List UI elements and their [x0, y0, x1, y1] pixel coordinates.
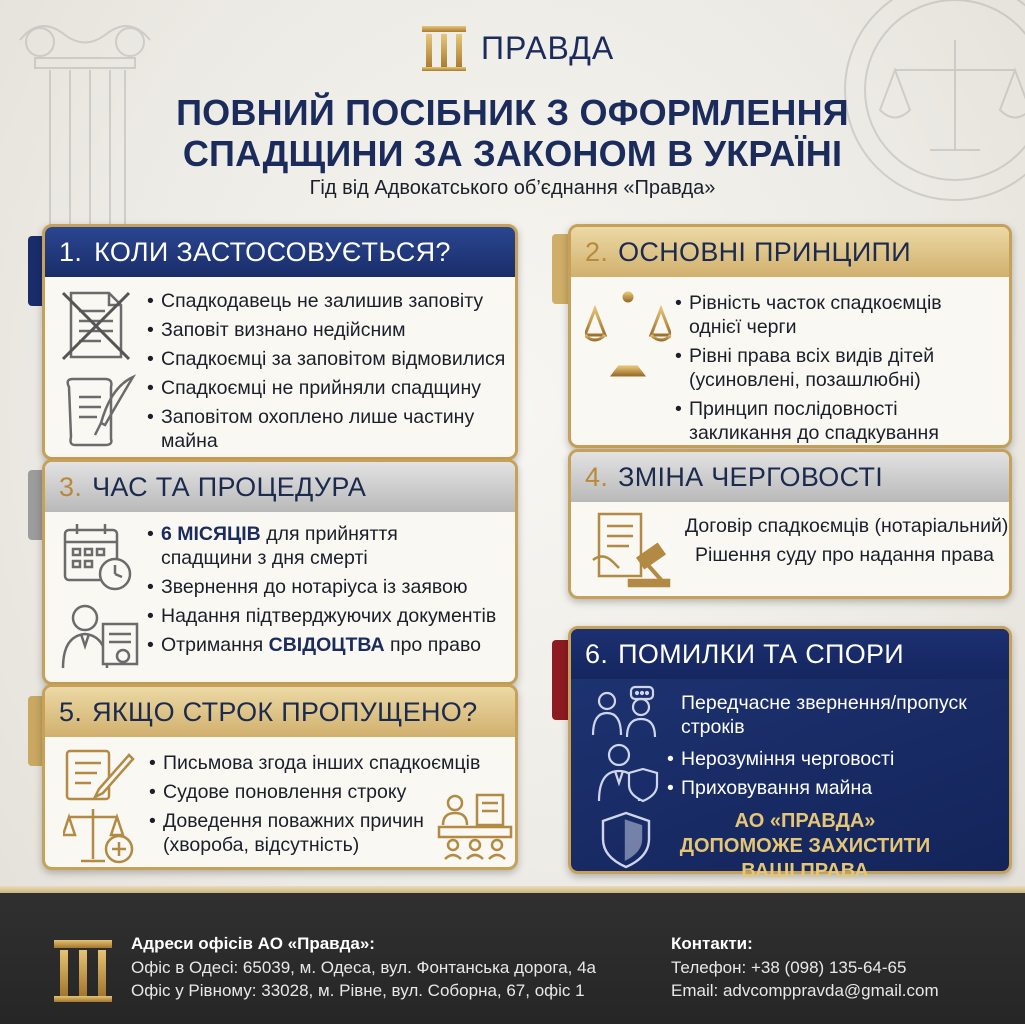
term-text: для прийняття спадщини з дня смерті — [161, 523, 398, 569]
pravda-footer-logo-icon — [52, 938, 114, 1004]
card-header — [45, 462, 515, 512]
card-items-list — [667, 691, 1007, 805]
list-item: Передчасне звернення/пропуск строків — [681, 692, 967, 738]
card-number: 1. — [59, 236, 83, 267]
card-number: 2. — [585, 236, 609, 267]
card-title: ЧАС ТА ПРОЦЕДУРА — [92, 471, 367, 502]
card-number: 3. — [59, 471, 83, 502]
shield-icon — [599, 809, 653, 869]
page-title-line2: СПАДЩИНИ ЗА ЗАКОНОМ В УКРАЇНІ — [182, 133, 843, 174]
footer-office-odesa: Офіс в Одесі: 65039, м. Одеса, вул. Фонтанська дорога, 4а — [131, 958, 597, 977]
page-title-line1: ПОВНИЙ ПОСІБНИК З ОФОРМЛЕННЯ — [176, 92, 849, 133]
document-pen-icon — [63, 747, 135, 803]
card-when-applies — [42, 224, 518, 460]
certificate-rest: про право — [384, 634, 481, 656]
footer-offices-title: Адреси офісів АО «Правда»: — [131, 934, 375, 953]
card-title: КОЛИ ЗАСТОСОВУЄТЬСЯ? — [94, 236, 451, 267]
card-title: ПОМИЛКИ ТА СПОРИ — [618, 638, 905, 669]
quill-scroll-icon — [61, 373, 139, 449]
list-item: • Доведення поважних причин (хвороба, відсутність) — [149, 809, 439, 857]
card-title: ЯКЩО СТРОК ПРОПУЩЕНО? — [92, 696, 478, 727]
list-item-term — [147, 522, 487, 570]
list-item: • Спадкоємці за заповітом відмовилися — [147, 347, 513, 371]
card-header — [571, 629, 1009, 679]
card-number: 6. — [585, 638, 609, 669]
courtroom-icon — [437, 791, 513, 861]
footer-office-rivne: Офіс у Рівному: 33028, м. Рівне, вул. Соборна, 67, офіс 1 — [131, 981, 585, 1000]
pravda-logo-icon — [419, 23, 469, 73]
certificate-pre: Отримання — [161, 634, 269, 656]
card-items-list — [147, 289, 513, 458]
people-dialog-icon — [589, 685, 665, 739]
card-missed-deadline — [42, 684, 518, 870]
crossed-document-icon — [61, 289, 131, 361]
calendar-clock-icon — [61, 522, 135, 592]
list-item: • Принцип послідовності закликання до спадкування — [675, 397, 975, 445]
list-item-certificate — [147, 633, 515, 657]
card-errors-disputes — [568, 626, 1012, 882]
list-item: • Заповітом охоплено лише частину майна — [147, 405, 477, 453]
card-main-principles — [568, 224, 1012, 448]
contract-gavel-icon — [589, 510, 673, 590]
card-number: 4. — [585, 461, 609, 492]
card-title: ОСНОВНІ ПРИНЦИПИ — [618, 236, 911, 267]
card-header — [571, 227, 1009, 277]
cta-text: АО «ПРАВДА» ДОПОМОЖЕ ЗАХИСТИТИ ВАШІ ПРАВА — [679, 810, 931, 882]
lawyer-shield-icon — [595, 741, 661, 803]
brand-name: ПРАВДА — [481, 29, 615, 66]
list-item: • Спадкодавець не залишив заповіту — [147, 289, 513, 313]
list-item: Договір спадкоємців (нотаріальний) — [685, 515, 1009, 537]
card-order-change — [568, 449, 1012, 599]
card-header — [45, 227, 515, 277]
list-item: • Рівність часток спадкоємців однієї черги — [675, 291, 965, 339]
notary-certificate-icon — [61, 602, 141, 672]
card-header — [45, 687, 515, 737]
list-item: • Спадкоємці не прийняли спадщину — [147, 376, 513, 400]
card-items-list — [149, 751, 481, 862]
list-item: • Заповіт визнано недійсним — [147, 318, 513, 342]
list-item: Рішення суду про надання права — [695, 544, 994, 566]
scales-plus-icon — [63, 805, 135, 867]
card-items-list — [671, 514, 1011, 572]
card-header — [571, 452, 1009, 502]
card-items-list — [675, 291, 1005, 450]
footer-phone[interactable]: Телефон: +38 (098) 135-64-65 — [671, 958, 907, 977]
term-highlight: 6 МІСЯЦІВ — [161, 523, 261, 545]
footer-email[interactable]: Email: advcomppravda@gmail.com — [671, 981, 939, 1000]
list-item: • Надання підтверджуючих документів — [147, 604, 515, 628]
list-item: • Рівні права всіх видів дітей (усиновлені, позашлюбні) — [675, 344, 955, 392]
page-title — [0, 92, 1025, 174]
list-item: • Нерозуміння черговості — [667, 747, 1007, 771]
card-time-procedure — [42, 459, 518, 685]
list-item: • Приховування майна — [667, 776, 1007, 800]
scales-icon — [585, 289, 671, 379]
list-item: • Звернення до нотаріуса із заявою — [147, 575, 515, 599]
card-title: ЗМІНА ЧЕРГОВОСТІ — [618, 461, 884, 492]
list-item: • Судове поновлення строку — [149, 780, 439, 804]
list-item: • Письмова згода інших спадкоємців — [149, 751, 509, 775]
brand-header — [419, 22, 614, 74]
card-items-list — [147, 522, 515, 662]
certificate-highlight: СВІДОЦТВА — [268, 634, 385, 656]
card-number: 5. — [59, 696, 83, 727]
page-subtitle: Гід від Адвокатського об’єднання «Правда» — [309, 177, 716, 199]
footer-contacts-title: Контакти: — [671, 934, 753, 953]
